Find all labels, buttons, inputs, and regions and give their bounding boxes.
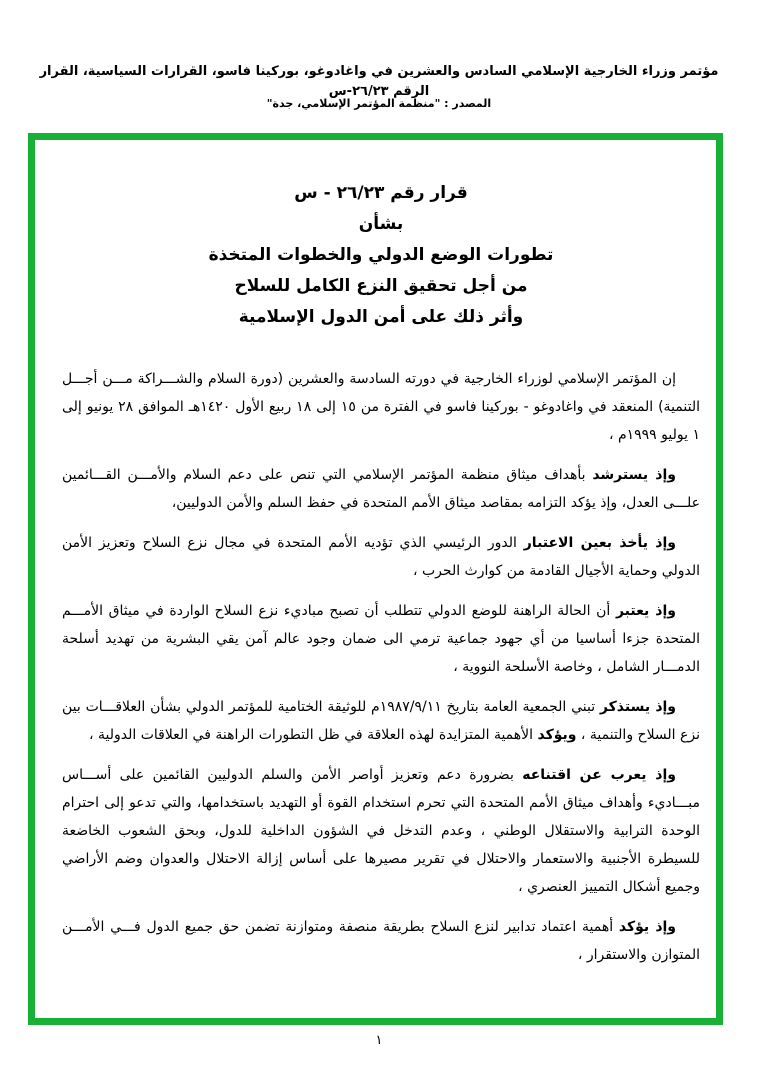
paragraph-text: تبني الجمعية العامة بتاريخ ١٩٨٧/٩/١١م للوثيقة الختامية للمؤتمر الدولي بشأن العلاقـــات بين نزع السلاح والتنمية ، <box>62 699 700 743</box>
preamble-paragraph-4 <box>62 597 700 681</box>
preamble-paragraph-1 <box>62 365 700 449</box>
paragraph-text: الدور الرئيسي الذي تؤديه الأمم المتحدة في مجال نزع السلاح وتعزيز الأمن الدولي وحماية الأجيال القادمة من كوارث الحرب ، <box>62 535 700 579</box>
preamble-paragraph-7 <box>62 913 700 969</box>
resolution-subject-label: بشأن <box>358 214 404 234</box>
resolution-title-line-3: وأثر ذلك على أمن الدول الإسلامية <box>238 307 524 327</box>
preamble-paragraph-3 <box>62 529 700 585</box>
paragraph-lead: ويؤكد <box>537 727 577 743</box>
paragraph-lead: وإذ يستذكر <box>599 699 677 715</box>
header-citation-line: مؤتمر وزراء الخارجية الإسلامي السادس والعشرين في واغادوغو، بوركينا فاسو، القرارات السياسية، القرار الرقم ٢٦/٢٣-س <box>39 64 719 99</box>
paragraph-text: بضرورة دعم وتعزيز أواصر الأمن والسلم الدوليين القائمين على أســـاس مبـــاديء وأهداف ميثاق الأمم المتحدة التي تحرم استخدام القوة أو التهديد باستخدامها، والتي تدعو إلى احترام الوحدة الترابية والاستقلال الوطني ، وعدم التدخل في الشؤون الداخلية للدول، وبحق الشعوب الخاضعة للسيطرة الأجنبية والاستعمار والاحتلال في تقرير مصيرها على أساس إزالة الاحتلال والعدوان وضم الأراضي وجميع أشكال التمييز العنصري ، <box>62 767 700 895</box>
paragraph-text: إن المؤتمر الإسلامي لوزراء الخارجية في دورته السادسة والعشرين (دورة السلام والشـــراكة مـــن أجـــل التنمية) المنعقد في واغادوغو - بوركينا فاسو في الفترة من ١٥ إلى ١٨ ربيع الأول ١٤٢٠هـ الموافق ٢٨ يونيو إلى ١ يوليو ١٩٩٩م ، <box>62 371 700 443</box>
resolution-title-line-1: تطورات الوضع الدولي والخطوات المتخذة <box>208 245 554 265</box>
preamble-paragraph-6 <box>62 761 700 901</box>
paragraph-text: بأهداف ميثاق منظمة المؤتمر الإسلامي التي تنص على دعم السلام والأمـــن القـــائمين علـــى العدل، وإذ يؤكد التزامه بمقاصد ميثاق الأمم المتحدة في حفظ السلم والأمن الدوليين، <box>62 467 700 511</box>
paragraph-lead: وإذ يؤكد <box>618 919 677 935</box>
paragraph-text: أن الحالة الراهنة للوضع الدولي تتطلب أن تصبح مباديء نزع السلاح الواردة في ميثاق الأمـــم المتحدة جزءا أساسيا من أي جهود جماعية ترمي الى ضمان وجود عالم آمن يقي البشرية من تهديد أسلحة الدمـــار الشامل ، وخاصة الأسلحة النووية ، <box>62 603 700 675</box>
paragraph-lead: وإذ يسترشد <box>592 467 676 483</box>
paragraph-text: أهمية اعتماد تدابير لنزع السلاح بطريقة منصفة ومتوازنة تضمن حق جميع الدول فـــي الأمـــن المتوازن والاستقرار ، <box>62 919 700 963</box>
paragraph-lead: وإذ يعتبر <box>615 603 676 619</box>
header-source-line: المصدر : "منظمة المؤتمر الإسلامي، جدة" <box>266 97 492 110</box>
preamble-paragraph-2 <box>62 461 700 517</box>
paragraph-lead: وإذ يعرب عن اقتناعه <box>522 767 676 783</box>
resolution-title-line-2: من أجل تحقيق النزع الكامل للسلاح <box>234 276 528 296</box>
preamble-paragraph-5 <box>62 693 700 749</box>
page-number: ١ <box>375 1033 383 1048</box>
resolution-title-block <box>62 178 700 333</box>
resolution-green-border-box <box>28 133 723 1025</box>
paragraph-text: الأهمية المتزايدة لهذه العلاقة في ظل التطورات الراهنة في العلاقات الدولية ، <box>89 727 538 743</box>
resolution-number-line: قرار رقم ٢٦/٢٣ - س <box>294 183 468 203</box>
paragraph-lead: وإذ يأخذ بعين الاعتبار <box>523 535 676 551</box>
